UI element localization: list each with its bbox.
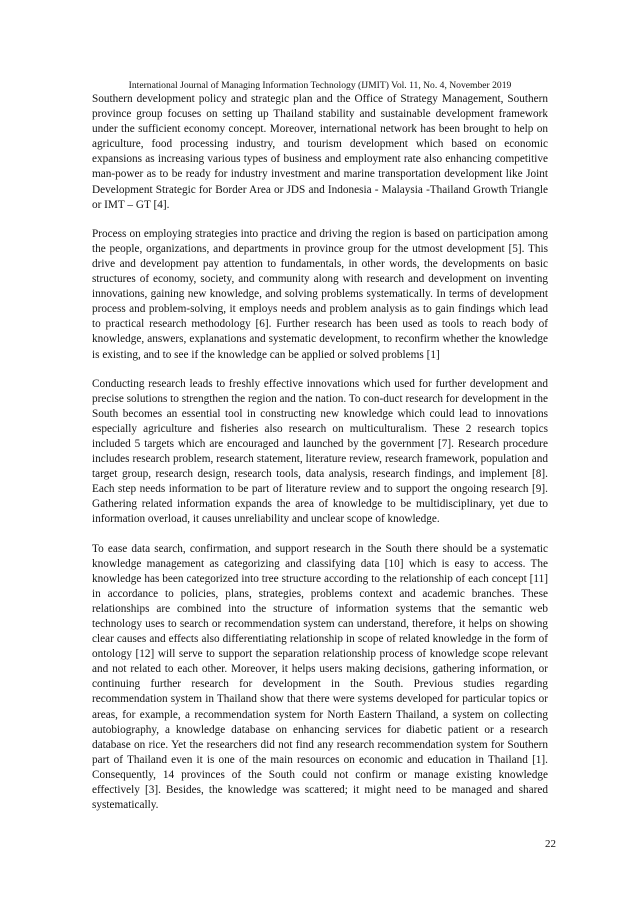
paragraph-research-innovation: Conducting research leads to freshly effective innovations which used for further development and precise solutions to strengthen the region and the nation. To con-duct research for development in the South becomes an essential tool in constructing new knowledge which could lead to innovations especially agriculture and fisheries also research on multiculturalism. These 2 research topics included 5 targets which are encouraged and launched by the government [7]. Research procedure includes research problem, research statement, literature review, research framework, population and target group, research design, research tools, data analysis, research findings, and implement [8]. Each step needs information to be part of literature review and to support the ongoing research [9]. Gathering related information expands the area of knowledge to be multidisciplinary, yet due to information overload, it causes unreliability and unclear scope of knowledge.	[92, 377, 548, 526]
body-text	[92, 92, 548, 813]
page-number: 22	[545, 838, 556, 850]
journal-running-header: International Journal of Managing Information Technology (IJMIT) Vol. 11, No. 4, November 2019	[128, 80, 512, 91]
paragraph-policy-strategy: Southern development policy and strategic plan and the Office of Strategy Management, Southern province group focuses on setting up Thailand stability and sustainable development framework under the sufficient economy concept. Moreover, international network has been brought to help on agriculture, food processing industry, and tourism development which based on economic expansions as increasing various types of business and employment rate also enhancing competitive man-power as to be ready for industry investment and marine transportation development like Joint Development Strategic for Border Area or JDS and Indonesia - Malaysia -Thailand Growth Triangle or IMT – GT [4].	[92, 93, 548, 211]
paragraph-knowledge-management: To ease data search, confirmation, and support research in the South there should be a systematic knowledge management as categorizing and classifying data [10] which is easy to access. The knowledge has been categorized into tree structure according to the relationship of each concept [11] in accordance to policies, plans, strategies, problems context and academic branches. These relationships are combined into the structure of information systems that the semantic web technology uses to search or recommendation system can understand, therefore, it helps on showing clear causes and effects also differentiating relationship in scope of related knowledge in the form of ontology [12] will serve to support the separation relationship process of knowledge scope relevant and not related to each other. Moreover, it helps users making decisions, gathering information, or continuing further research for development in the South. Previous studies regarding recommendation system in Thailand show that there were systems developed for particular topics or areas, for example, a recommendation system for North Eastern Thailand, a system on collecting autobiography, a knowledge database on enhancing services for diabetic patient or a research database on rice. Yet the researchers did not find any research recommendation system for Southern part of Thailand even it is one of the main resources on economic and education in Thailand [1]. Consequently, 14 provinces of the South could not confirm or manage existing knowledge effectively [3]. Besides, the knowledge was scattered; it might need to be managed and shared systematically.	[92, 542, 548, 812]
paragraph-strategy-implementation: Process on employing strategies into practice and driving the region is based on participation among the people, organizations, and departments in province group for the utmost development [5]. This drive and development pay attention to fundamentals, in other words, the developments on basic structures of economy, society, and community along with research and development on inventing innovations, gaining new knowledge, and solving problems systematically. In terms of development process and problem-solving, it employs needs and problem analysis as to gain findings which lead to practical research methodology [6]. Further research has been used as tools to reach body of knowledge, answers, explanations and systematic development, to reconfirm whether the knowledge is existing, and to see if the knowledge can be applied or solved problems [1]	[92, 227, 548, 361]
